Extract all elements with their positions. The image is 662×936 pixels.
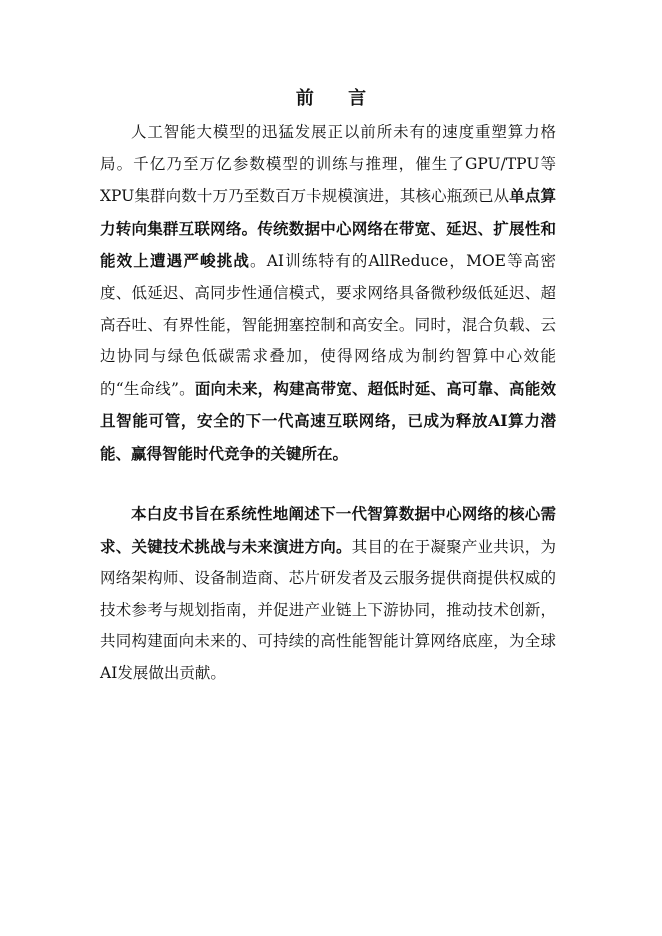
text-segment: 其目的在于凝聚产业共识，为网络架构师、设备制造商、芯片研发者及云服务提供商提供权威的技术参考与规划指南，并促进产业链上下游协同，推动技术创新，共同构建面向未来的、可持续的高性能智能计算网络底座，为全球AI发展做出贡献。	[100, 537, 556, 682]
bold-text-segment: 本白皮书旨在系统性地阐述下一代智算数据中心网络的核心需求、关键技术挑战与未来演进方向。	[100, 504, 556, 556]
paragraph-text	[100, 498, 556, 690]
bold-text-segment: 单点算力转向集群互联网络。传统数据中心网络在带宽、延迟、扩展性和能效上遭遇严峻挑战	[100, 186, 556, 271]
page-title: 前 言	[295, 88, 381, 109]
text-segment: 人工智能大模型的迅猛发展正以前所未有的速度重塑算力格局。千亿乃至万亿参数模型的训练与推理，催生了GPU/TPU等XPU集群向数十万乃至数百万卡规模演进，其核心瓶颈已从	[100, 123, 556, 206]
text-segment: 。AI训练特有的AllReduce，MOE等高密度、低延迟、高同步性通信模式，要求网络具备微秒级低延迟、超高吞吐、有界性能，智能拥塞控制和高安全。同时，混合负载、云边协同与绿色低碳需求叠加，使得网络成为制约智算中心效能的“生命线”。	[100, 252, 556, 398]
preface-paragraph-2	[100, 498, 556, 690]
bold-text-segment: 面向未来，构建高带宽、超低时延、高可靠、高能效且智能可管，安全的下一代高速互联网络，已成为释放AI算力潜能、赢得智能时代竞争的关键所在。	[100, 378, 556, 463]
paragraph-text	[100, 117, 556, 471]
preface-paragraph-1	[100, 117, 556, 471]
